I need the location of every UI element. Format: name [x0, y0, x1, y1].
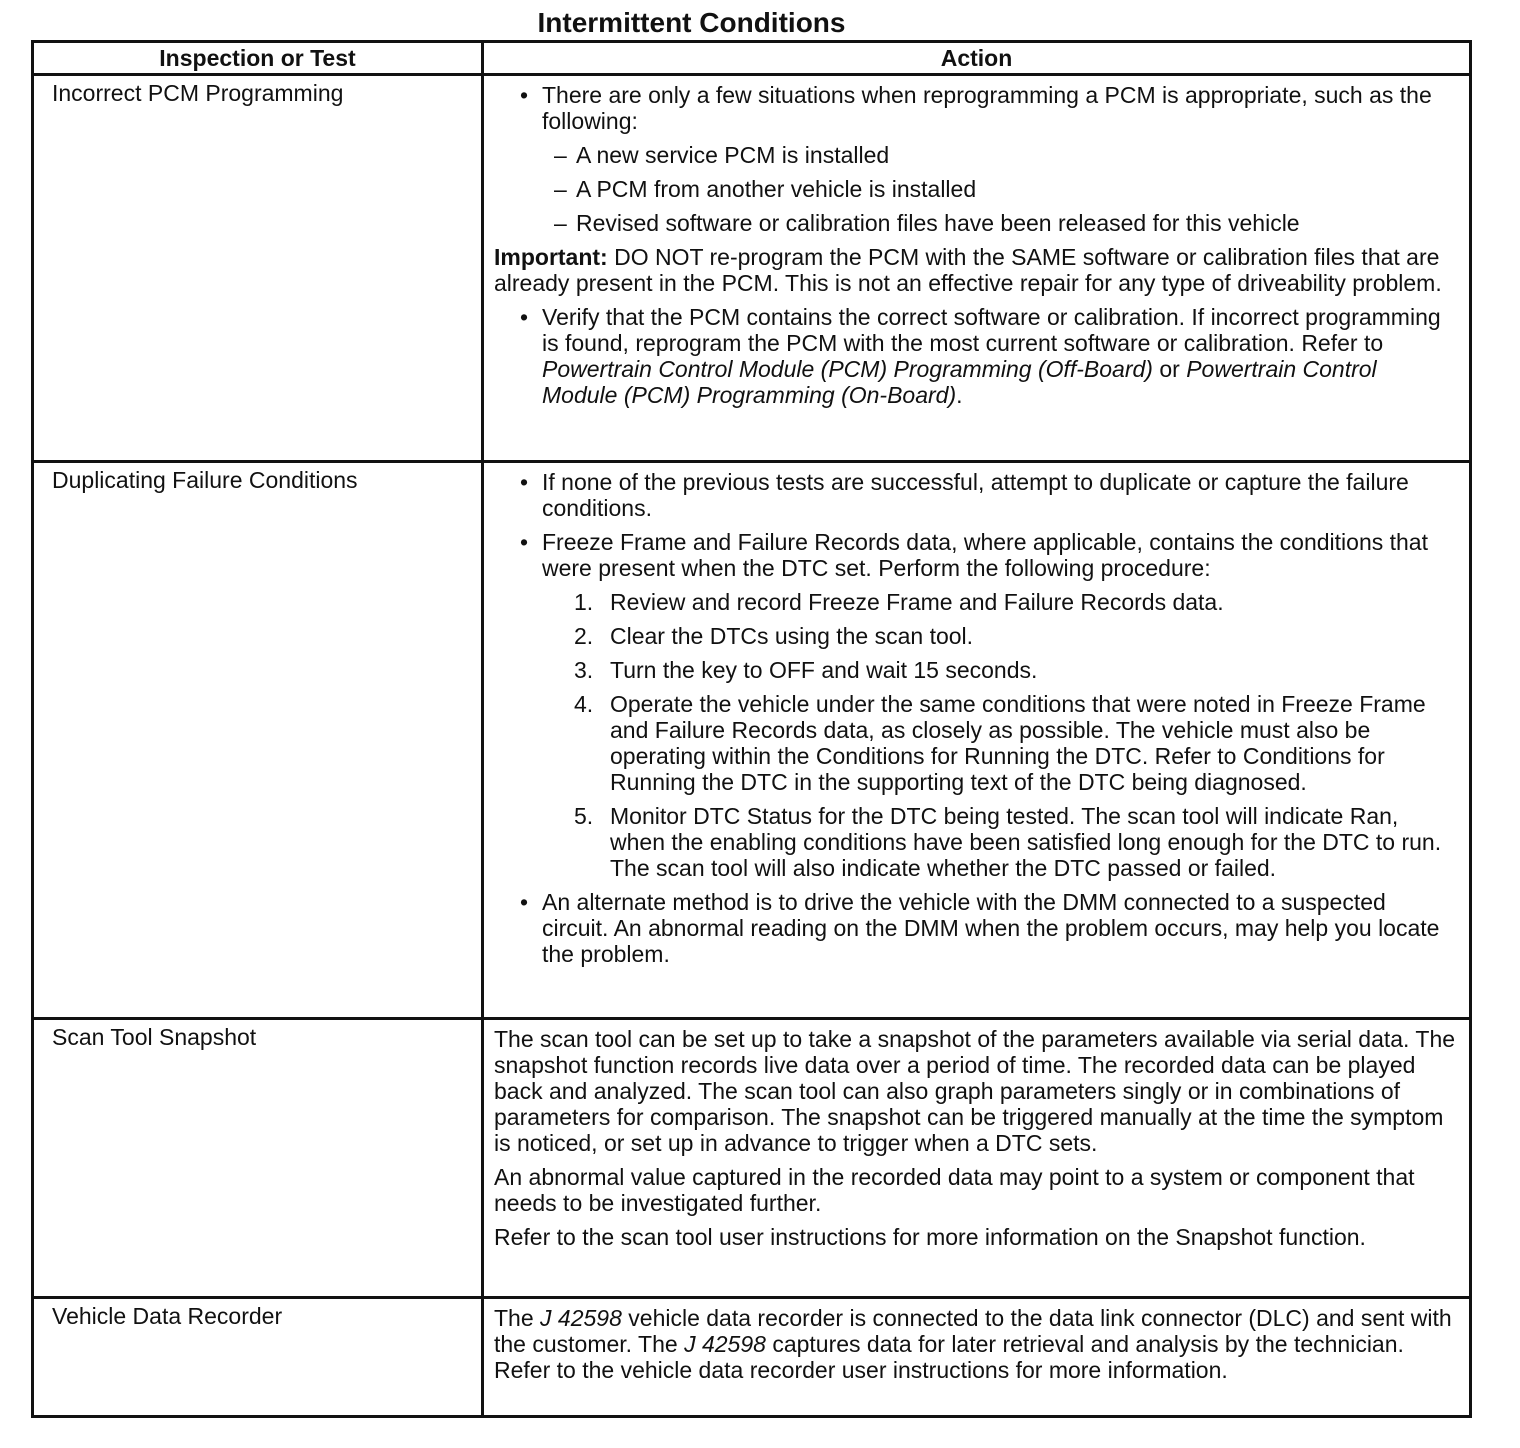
reference-link-off-board[interactable]: Powertrain Control Module (PCM) Programming (Off-Board): [542, 356, 1153, 382]
inspection-cell: Incorrect PCM Programming: [33, 75, 483, 462]
procedure-step: [494, 657, 1457, 683]
tool-number: J 42598: [540, 1305, 622, 1331]
dash-item: – Revised software or calibration files have been released for this vehicle: [494, 210, 1457, 236]
paragraph: The scan tool can be set up to take a snapshot of the parameters available via serial data. The snapshot function records live data over a period of time. The recorded data can be played back and analyzed. The scan tool can also graph parameters singly or in combinations of parameters for comparison. The snapshot can be triggered manually at the time the symptom is noticed, or set up in advance to trigger when a DTC sets.: [494, 1026, 1456, 1156]
inspection-cell: Vehicle Data Recorder: [33, 1298, 483, 1417]
bullet-item: • If none of the previous tests are successful, attempt to duplicate or capture the failure conditions.: [494, 469, 1457, 521]
procedure-step: [494, 589, 1457, 615]
step-number: 5.: [574, 803, 594, 829]
document-title: Intermittent Conditions: [537, 7, 846, 38]
tool-number: J 42598: [684, 1331, 766, 1357]
table-row: [33, 75, 1471, 462]
bullet-item: [494, 304, 1457, 408]
step-text: Turn the key to OFF and wait 15 seconds.: [610, 657, 1038, 683]
step-number: 4.: [574, 691, 594, 717]
table-row: [33, 1298, 1471, 1417]
step-text: Review and record Freeze Frame and Failure Records data.: [610, 589, 1224, 615]
header-action: Action: [483, 42, 1471, 75]
table-row: [33, 1019, 1471, 1298]
dash-item: – A new service PCM is installed: [494, 142, 1457, 168]
step-text: Operate the vehicle under the same conditions that were noted in Freeze Frame and Failure Records data, as closely as possible. The vehicle must also be operating within the Conditions for Running the DTC. Refer to Conditions for Running the DTC in the supporting text of the DTC being diagnosed.: [610, 691, 1426, 795]
action-cell: [483, 462, 1471, 1019]
important-label: Important:: [494, 244, 608, 270]
action-cell: [483, 75, 1471, 462]
step-number: 2.: [574, 623, 594, 649]
procedure-step: [494, 803, 1457, 881]
important-note: [494, 244, 1457, 296]
step-number: 3.: [574, 657, 594, 683]
step-number: 1.: [574, 589, 594, 615]
procedure-step: [494, 691, 1457, 795]
text-span: The: [494, 1305, 534, 1331]
paragraph: An abnormal value captured in the recorded data may point to a system or component that needs to be investigated further.: [494, 1164, 1415, 1216]
dash-item: – A PCM from another vehicle is installed: [494, 176, 1457, 202]
header-inspection: Inspection or Test: [33, 42, 483, 75]
paragraph: Refer to the scan tool user instructions for more information on the Snapshot function.: [494, 1224, 1366, 1250]
table-header-row: [33, 42, 1471, 75]
bullet-item: • There are only a few situations when reprogramming a PCM is appropriate, such as the following:: [494, 82, 1457, 134]
step-text: Clear the DTCs using the scan tool.: [610, 623, 974, 649]
bullet-item: • An alternate method is to drive the vehicle with the DMM connected to a suspected circuit. An abnormal reading on the DMM when the problem occurs, may help you locate the problem.: [494, 889, 1457, 967]
step-text: Monitor DTC Status for the DTC being tested. The scan tool will indicate Ran, when the enabling conditions have been satisfied long enough for the DTC to run. The scan tool will also indicate whether the DTC passed or failed.: [610, 803, 1442, 881]
text-span: captures data for later retrieval and analysis by the technician. Refer to the vehicle data recorder user instructions for more information.: [494, 1331, 1404, 1383]
action-cell: [483, 1298, 1471, 1417]
action-cell: [483, 1019, 1471, 1298]
inspection-cell: Duplicating Failure Conditions: [33, 462, 483, 1019]
text-span: vehicle data recorder is connected to the data link connector (DLC) and sent with the customer. The: [494, 1305, 1452, 1357]
bullet-item: • Freeze Frame and Failure Records data, where applicable, contains the conditions that were present when the DTC set. Perform the following procedure:: [494, 529, 1457, 581]
intermittent-conditions-table: [31, 40, 1472, 1418]
bullet-text: Verify that the PCM contains the correct software or calibration. If incorrect programming is found, reprogram the PCM with the most current software or calibration. Refer to: [542, 304, 1441, 356]
important-text: DO NOT re-program the PCM with the SAME software or calibration files that are already present in the PCM. This is not an effective repair for any type of driveability problem.: [494, 244, 1442, 296]
reference-link-on-board[interactable]: Powertrain Control Module (PCM) Programming (On-Board): [542, 356, 1377, 408]
end-punct: .: [956, 382, 963, 408]
table-row: [33, 462, 1471, 1019]
paragraph: [494, 1305, 1457, 1383]
inspection-cell: Scan Tool Snapshot: [33, 1019, 483, 1298]
procedure-step: [494, 623, 1457, 649]
or-text: or: [1159, 356, 1180, 382]
